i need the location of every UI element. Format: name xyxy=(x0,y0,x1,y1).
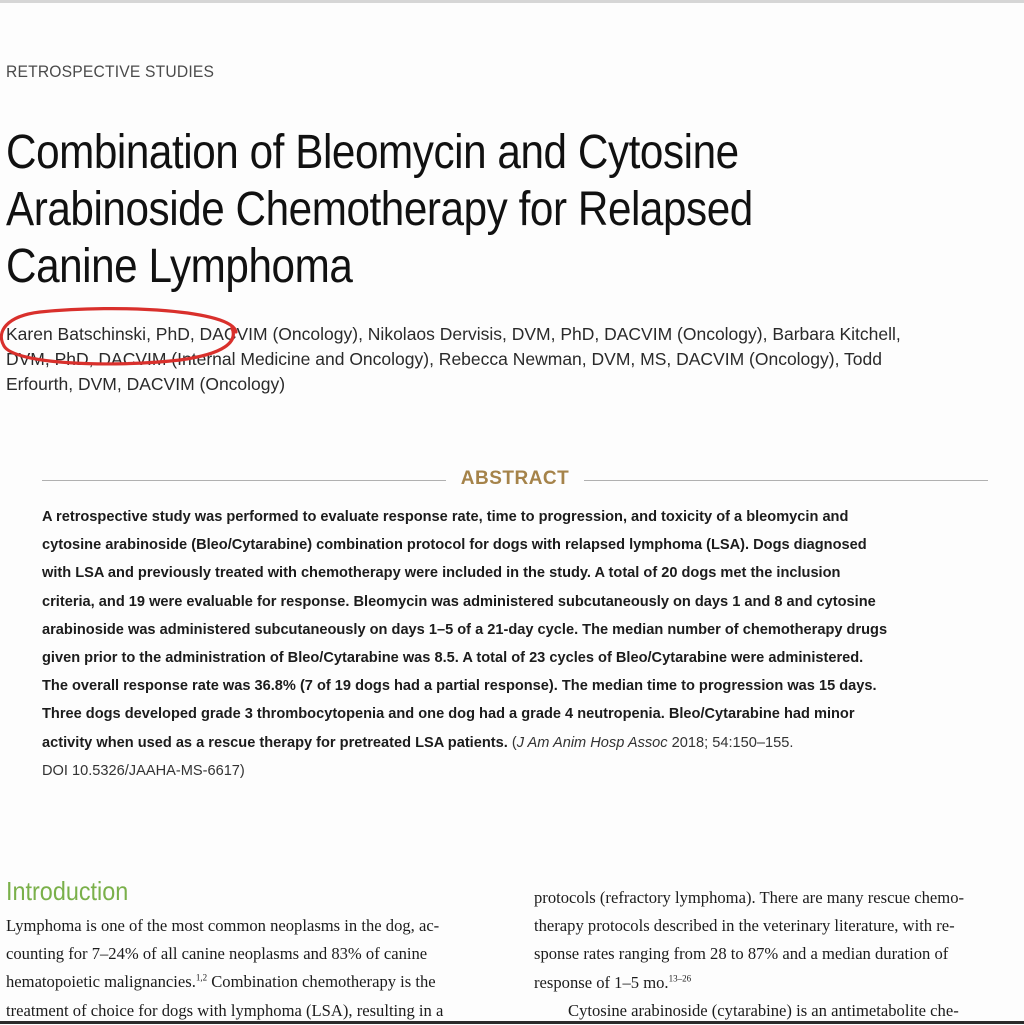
abstract-line: A retrospective study was performed to evaluate response rate, time to progression, and toxicity of a bleomycin and xyxy=(42,509,849,525)
title-line: Combination of Bleomycin and Cytosine xyxy=(6,126,739,179)
reference-link[interactable]: 1,2 xyxy=(195,972,208,983)
abstract-line-last xyxy=(42,729,992,757)
reference-link[interactable]: 13–26 xyxy=(668,973,692,984)
section-label: RETROSPECTIVE STUDIES xyxy=(6,62,215,81)
title-line: Arabinoside Chemotherapy for Relapsed xyxy=(6,183,753,236)
divider-line xyxy=(584,480,988,481)
intro-column-left xyxy=(6,912,498,1025)
author-list xyxy=(6,322,1024,397)
abstract-line: cytosine arabinoside (Bleo/Cytarabine) combination protocol for dogs with relapsed lymphoma (LSA). Dogs diagnosed xyxy=(42,537,867,554)
introduction-heading: Introduction xyxy=(6,876,129,906)
abstract-line: given prior to the administration of Bleo/Cytarabine was 8.5. A total of 23 cycles of Bleo/Cytarabine were administered. xyxy=(42,650,864,667)
body-line xyxy=(6,968,498,996)
abstract-final-sentence: activity when used as a rescue therapy for pretreated LSA patients. xyxy=(42,734,508,751)
author-line: DVM, PhD, DACVIM (Internal Medicine and Oncology), Rebecca Newman, DVM, MS, DACVIM (Oncology), Todd xyxy=(6,349,882,369)
title-line: Canine Lymphoma xyxy=(6,240,353,293)
abstract-line: criteria, and 19 were evaluable for response. Bleomycin was administered subcutaneously on days 1 and 8 and cytosine xyxy=(42,593,876,610)
author-line: Erfourth, DVM, DACVIM (Oncology) xyxy=(6,374,286,394)
abstract-line: The overall response rate was 36.8% (7 of 19 dogs had a partial response). The median time to progression was 15 days. xyxy=(42,678,877,695)
body-line: protocols (refractory lymphoma). There are many rescue chemo- xyxy=(534,888,965,907)
abstract-header xyxy=(42,466,988,494)
abstract-line: with LSA and previously treated with chemotherapy were included in the study. A total of 20 dogs met the inclusion xyxy=(42,565,841,582)
body-line: therapy protocols described in the veterinary literature, with re- xyxy=(534,916,955,936)
citation-volume: 2018; 54:150–155. xyxy=(667,734,794,751)
body-line: Cytosine arabinoside (cytarabine) is an antimetabolite che- xyxy=(568,1000,959,1020)
intro-column-right xyxy=(534,884,1024,1025)
abstract-line: arabinoside was administered subcutaneously on days 1–5 of a 21-day cycle. The median number of chemotherapy drugs xyxy=(42,621,888,638)
body-line: Lymphoma is one of the most common neoplasms in the dog, ac- xyxy=(6,916,440,935)
citation-open: ( xyxy=(511,734,517,751)
body-line: counting for 7–24% of all canine neoplasms and 83% of canine xyxy=(6,944,428,964)
abstract-body xyxy=(42,503,992,785)
citation-journal: J Am Anim Hosp Assoc xyxy=(516,734,668,751)
body-line xyxy=(534,969,1024,997)
body-line: sponse rates ranging from 28 to 87% and a median duration of xyxy=(534,944,949,964)
divider-line xyxy=(42,480,446,481)
abstract-heading: ABSTRACT xyxy=(460,468,570,489)
author-line: Karen Batschinski, PhD, DACVIM (Oncology), Nikolaos Dervisis, DVM, PhD, DACVIM (Oncology), Barbara Kitchell, xyxy=(6,324,901,344)
body-text: Combination chemotherapy is the xyxy=(207,972,436,992)
body-line: treatment of choice for dogs with lymphoma (LSA), resulting in a xyxy=(6,1000,444,1020)
body-text: response of 1–5 mo. xyxy=(534,972,669,992)
abstract-line: Three dogs developed grade 3 thrombocytopenia and one dog had a grade 4 neutropenia. Bleo/Cytarabine had minor xyxy=(42,706,855,723)
body-text: hematopoietic malignancies. xyxy=(6,972,196,992)
doi-link[interactable]: DOI 10.5326/JAAHA-MS-6617) xyxy=(42,762,245,779)
article-title xyxy=(6,124,798,295)
